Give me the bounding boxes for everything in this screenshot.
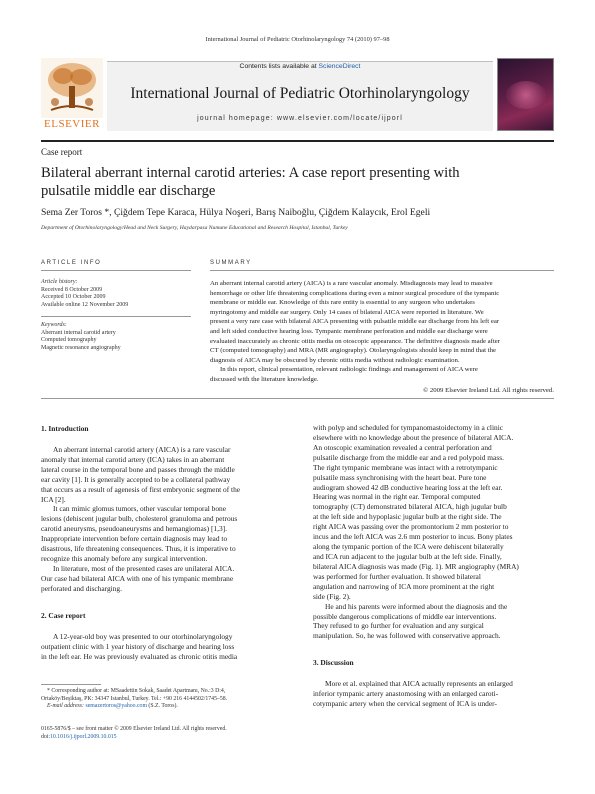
abstract-bottom-rule [41,398,554,399]
contents-line [107,63,493,70]
body-line: angulation and narrowing of ICA more prominent at the right [313,581,495,591]
body-line: He and his parents were informed about the diagnosis and the [325,601,508,611]
body-line: Hearing was normal in the right ear. Temporal computed [313,492,481,502]
authors: Sema Zer Toros *, Çiğdem Tepe Karaca, Hülya Noşeri, Barış Naiboğlu, Çiğdem Kalaycık, Erol Egeli [41,207,431,218]
body-line: side (Fig. 2). [313,591,351,601]
body-line: lateral course in the temporal bone and passes through the middle [41,464,235,474]
doi-line [41,734,294,742]
body-line: bilateral AICA diagnosis was made (Fig. 1). MR angiography (MRA) [313,561,519,571]
section-heading-case-report: 2. Case report [41,610,86,620]
body-line: possible dangerous complications of middle ear interventions. [313,611,497,621]
article-type: Case report [41,147,83,157]
summary-line: CT (computed tomography) and MRA (MR angiography). Otolaryngologists should keep in mind that the [210,347,496,355]
body-line: anomaly that internal carotid artery (ICA) takes in an aberrant [41,454,225,464]
keyword: Aberrant internal carotid artery [41,329,116,336]
footnote-line: Ortaköy/Beşiktaş, PK: 34347 Istanbul, Turkey. Tel.: +90 216 4144502/1745–58. [41,695,228,702]
summary-text [210,279,554,395]
summary-line: diagnosis of AICA may be obscured by chronic otitis media without radiologic examination. [210,356,460,364]
front-matter [41,726,294,741]
summary-line: myringotomy and middle ear surgery. Only 14 cases of bilateral AICA were reported in literature. We [210,308,484,316]
footnote [41,688,294,711]
body-line: perforated and discharging. [41,583,122,593]
body-line: and ICA run adjacent to the jugular bulb at the left side. Finally, [313,551,502,561]
body-line: A 12-year-old boy was presented to our otorhinolaryngology [53,631,233,641]
section-heading-discussion: 3. Discussion [313,658,354,668]
summary-line: membrane or middle ear. Knowledge of this rare entity is essential to any surgeon who undertakes [210,299,475,307]
summary-rule [210,270,554,271]
footnote-email-line [41,703,294,711]
body-line: with polyp and scheduled for tympanomastoidectomy in a clinic [313,423,504,432]
body-line: cotympanic artery when the cervical segment of ICA is under- [313,699,497,709]
email-link[interactable]: semazertoros@yahoo.com [85,703,147,709]
summary-line: hemorrhage or other life threatening complications during even a minor surgical procedure of the tympanic [210,289,500,297]
body-line: outpatient clinic with 1 year history of discharge and hearing loss [41,641,235,651]
body-line: in the left ear. He was previously evaluated as chronic otitis media [41,651,238,661]
article-history [41,279,128,309]
body-line: More et al. explained that AICA actually represents an enlarged [325,679,513,689]
body-line: elsewhere with no knowledge about the presence of bilateral AICA. [313,432,514,442]
body-line: ear cavity [1]. It is generally accepted to be a collateral pathway [41,474,231,484]
body-line: incus and the left AICA was 2.6 mm posterior to incus. Bony plates [313,532,513,542]
left-column [41,424,294,661]
issn-line: 0165-5876/$ – see front matter © 2009 Elsevier Ireland Ltd. All rights reserved. [41,726,227,732]
header-rule [41,140,554,142]
body-line: that occurs as a result of agenesis of first embryonic segment of the [41,484,241,494]
summary-line: evaluated inaccurately as chronic otitis media on otoscopic appearance. The definitive diagnosis made after [210,337,501,345]
article-info-heading: ARTICLE INFO [41,260,102,266]
accepted-date: Accepted 10 October 2009 [41,294,106,301]
summary-line: An aberrant internal carotid artery (AICA) is a rare vascular anomaly. Misdiagnosis may lead to massive [210,280,493,287]
body-line: Our case had bilateral AICA with one of his tympanic membrane [41,573,234,583]
summary-line: In this report, clinical presentation, relevant radiologic findings and management of AICA were [220,366,478,374]
keywords [41,322,121,352]
body-line: ICA [2]. [41,494,66,504]
body-line: pulsatile mass synchronising with the heart beat. Pure tone [313,472,487,482]
doi-prefix: doi: [41,733,51,740]
info-divider [41,316,191,317]
body-line: along the tympanic portion of the ICA were dehiscent bilaterally [313,542,504,552]
right-column [313,423,556,709]
journal-title: International Journal of Pediatric Otorhinolaryngology [130,85,470,102]
affiliation: Department of Otorhinolaryngology/Head and Neck Surgery, Haydarpasa Numune Educational and Research Hospital, Istanbul, Turkey [41,225,348,231]
email-label: E-mail address: [47,703,86,709]
body-line: Inappropriate intervention before certain diagnosis may lead to [41,534,228,544]
body-line: They refused to go further for evaluation and any surgical [313,621,484,631]
body-line: pulsatile discharge from the middle ear and a red polypoid mass. [313,452,504,462]
footnote-line: * Corresponding author at: MSaadettin Sokak, Saadet Apartmanı, No.:3 D:4, [47,688,226,694]
body-line: recognize this anomaly before any surgical intervention. [41,554,208,564]
contents-prefix: Contents lists available at [239,63,319,70]
body-line: The right tympanic membrane was intact with a retrotympanic [313,462,498,472]
body-line: carotid aneurysms, pseudoaneurysms and hemangiomas) [1,3]. [41,524,227,534]
keyword: Magnetic resonance angiography [41,344,121,351]
body-line: An aberrant internal carotid artery (AICA) is a rare vascular [53,444,231,454]
journal-cover-thumbnail [497,58,554,131]
journal-homepage-link[interactable]: journal homepage: www.elsevier.com/locate/ijporl [197,115,403,122]
summary-line: and left sided conductive hearing loss. Tympanic membrane perforation and middle ear discharge were [210,327,488,335]
keywords-label: Keywords: [41,322,67,328]
sciencedirect-link[interactable]: ScienceDirect [318,63,361,70]
body-line: right AICA was passing over the promontorium 2 mm posterior to [313,522,509,532]
article-title [41,164,541,200]
footnote-rule [41,684,101,685]
article-title-line: Bilateral aberrant internal carotid arteries: A case report presenting with [41,165,460,181]
body-line: In literature, most of the presented cases are unilateral AICA. [53,563,235,573]
summary-heading: SUMMARY [210,260,252,266]
body-line: was performed for further evaluation. It showed bilateral [313,571,481,581]
body-line: at the left side and hypoplasic jugular bulb at the right side. The [313,512,502,522]
summary-line: present a very rare case with bilateral AICA presenting with pulsatile middle ear discharge from his left ear [210,318,500,326]
body-line: tomography (CT) demonstrated bilateral AICA, high jugular bulb [313,502,507,512]
journal-header [41,58,554,140]
body-line: lesions (dehiscent jugular bulb, cholesterol granuloma and petrous [41,514,238,524]
running-head: International Journal of Pediatric Otorhinolaryngology 74 (2010) 97–98 [205,36,390,43]
publisher-name: ELSEVIER [44,118,100,130]
online-date: Available online 12 November 2009 [41,301,129,308]
history-label: Article history: [41,279,78,285]
doi-link[interactable]: 10.1016/j.ijporl.2009.10.015 [50,733,117,740]
body-line: It can mimic glomus tumors, other vascular temporal bone [53,504,227,514]
journal-banner [107,61,493,131]
body-line: manipulation. So, he was followed with conservative approach. [313,631,501,641]
body-line: audiogram showed 42 dB conductive hearing loss at the left ear. [313,482,503,492]
section-heading-introduction: 1. Introduction [41,424,89,433]
body-line: disastrous, life threatening consequences. Thus, it is imperative to [41,544,236,554]
body-line: An otoscopic examination revealed a central perforation and [313,442,492,452]
copyright: © 2009 Elsevier Ireland Ltd. All rights reserved. [423,386,554,394]
article-title-line: pulsatile middle ear discharge [41,183,216,199]
summary-line: discussed with the literature knowledge. [210,375,319,383]
received-date: Received 8 October 2009 [41,286,103,293]
info-rule [41,270,191,271]
body-line: inferior tympanic artery anastomosing with an enlarged caroti- [313,689,499,699]
keyword: Computed tomography [41,337,97,344]
email-suffix: (S.Z. Toros). [146,703,178,709]
